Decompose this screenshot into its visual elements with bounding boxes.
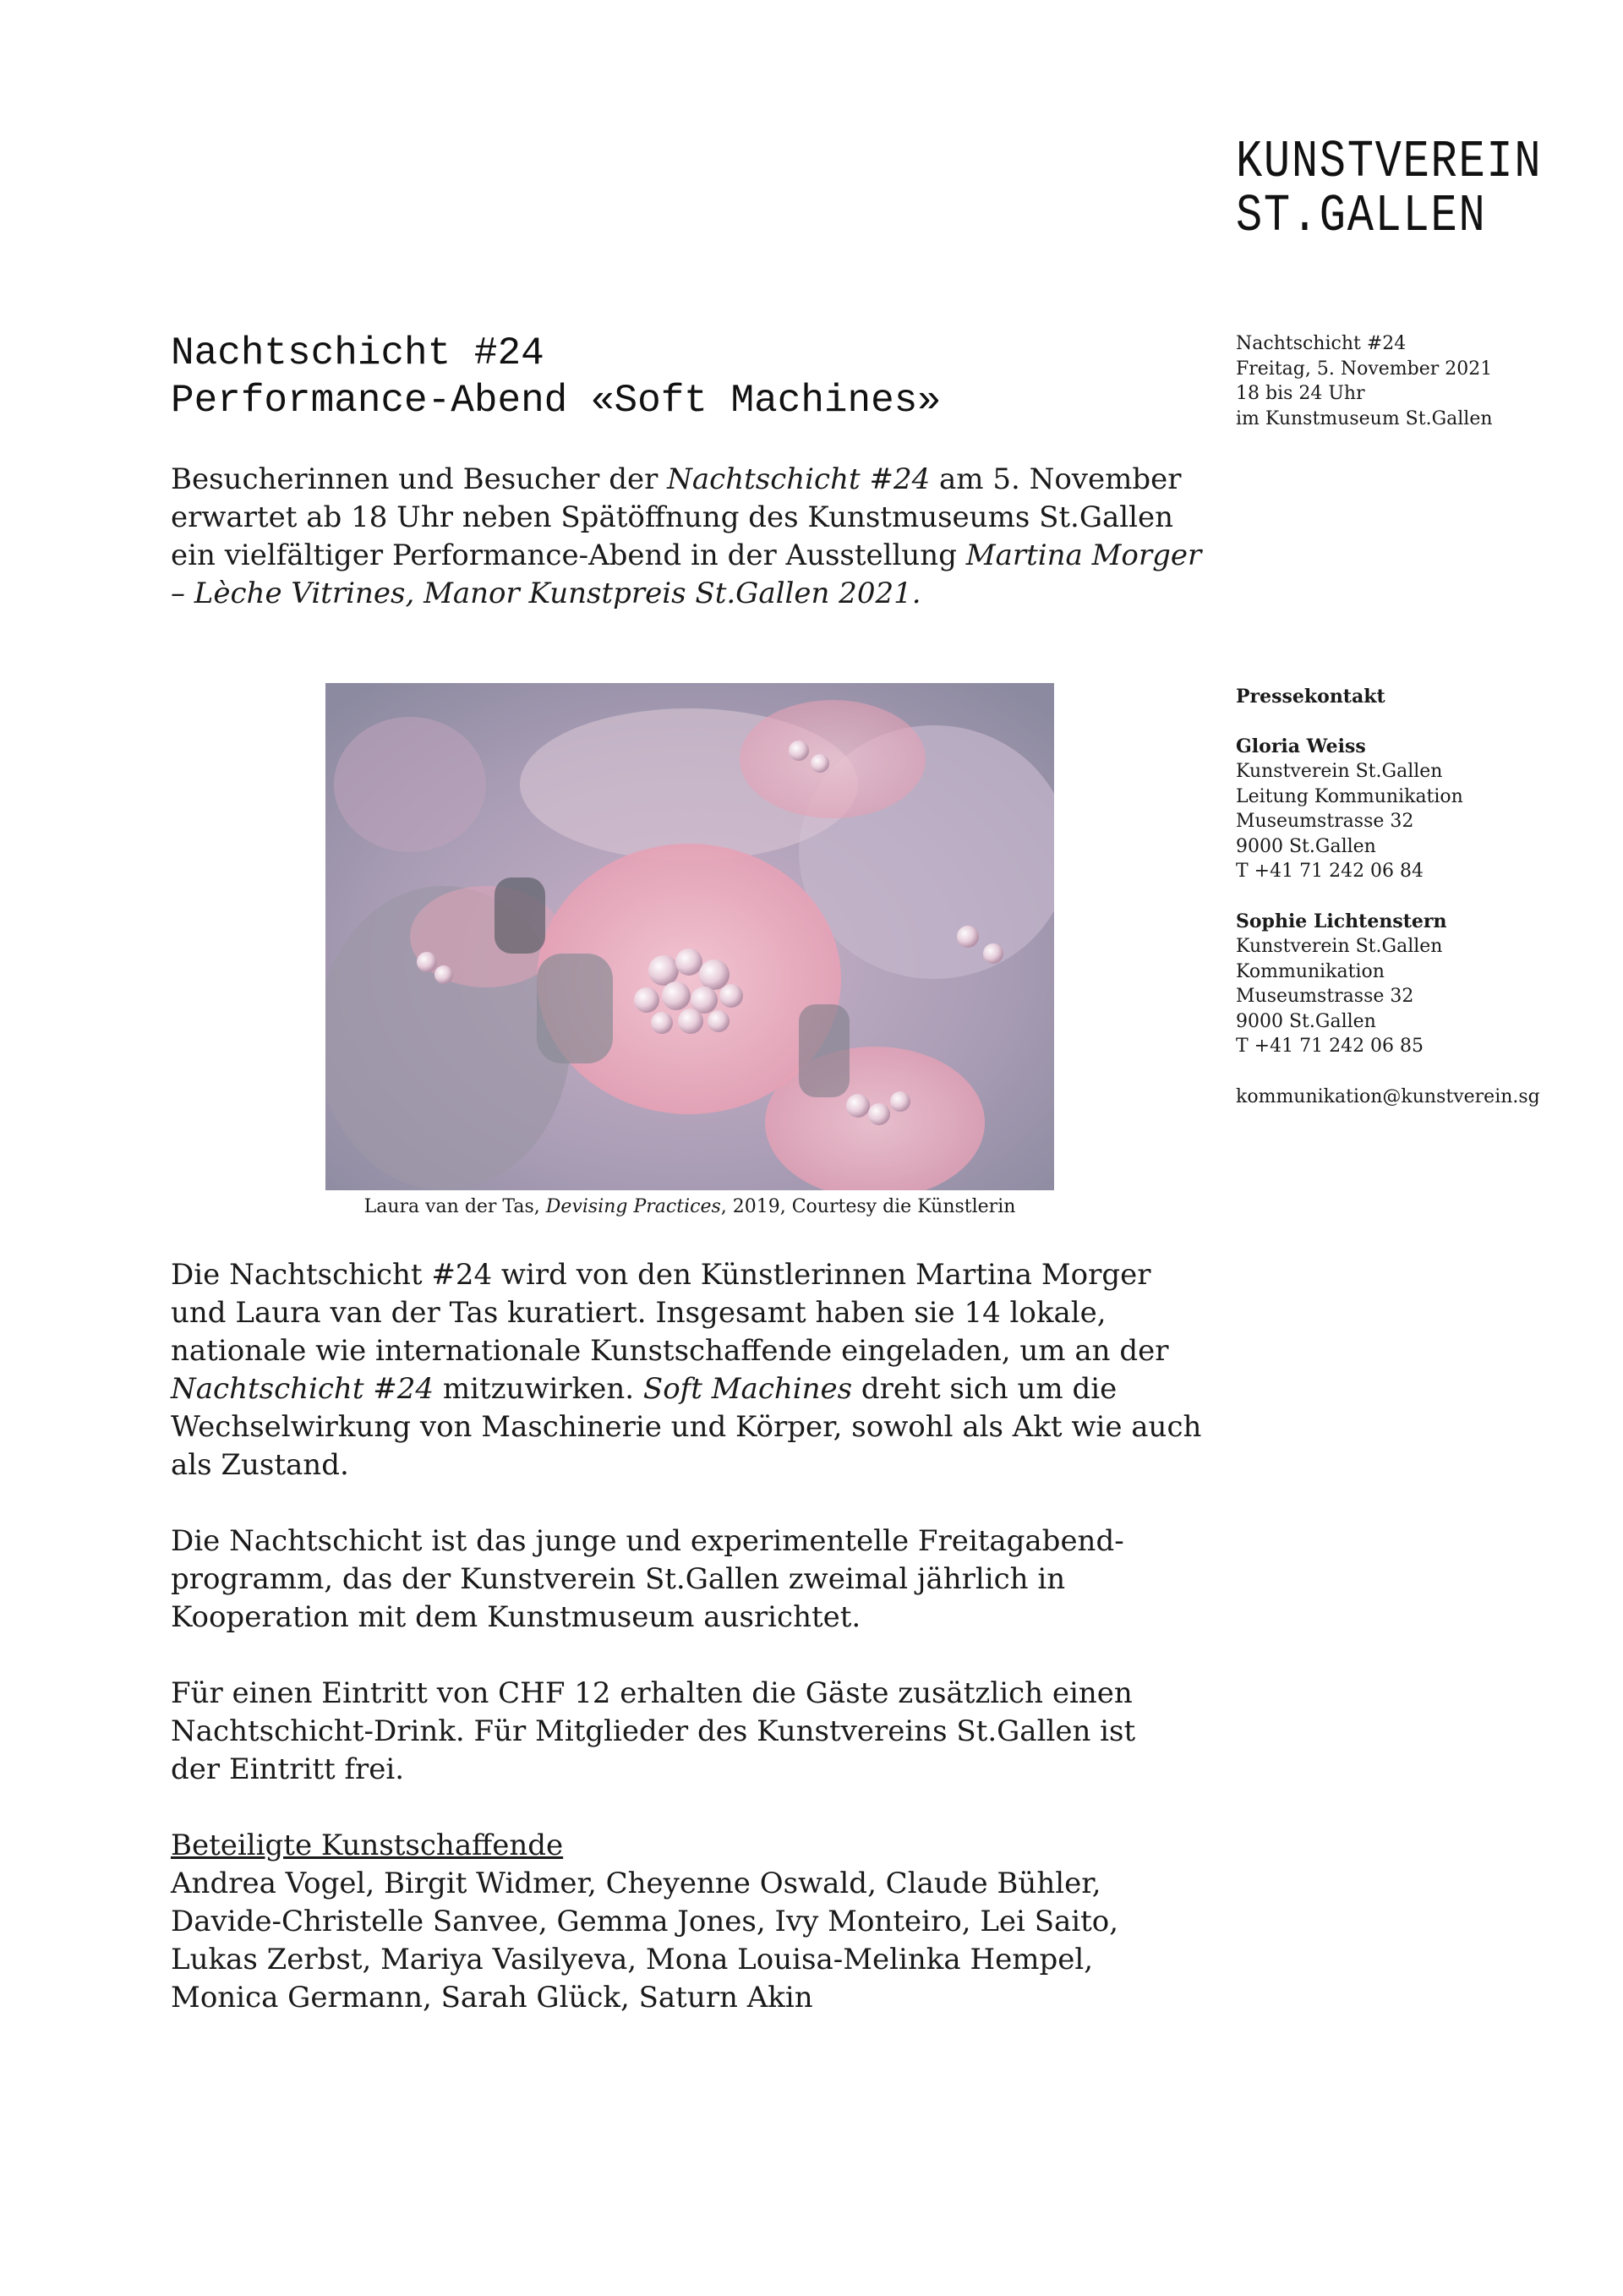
artists-heading: Beteiligte Kunstschaffende: [171, 1829, 564, 1862]
contact-street: Museumstrasse 32: [1236, 986, 1414, 1007]
text-span-italic: Nachtschicht #24: [667, 462, 931, 496]
main-text: [171, 1256, 1236, 2055]
paragraph-artists: [171, 1827, 1236, 2017]
text-line: Die Nachtschicht ist das junge und experimentelle Freitagabend-: [171, 1524, 1124, 1558]
text-line: Lukas Zerbst, Mariya Vasilyeva, Mona Louisa-Melinka Hempel,: [171, 1943, 1094, 1976]
intro-line: [171, 537, 1236, 575]
paragraph-program: [171, 1522, 1236, 1637]
text-line: [171, 1370, 1236, 1408]
title-line-2: Performance-Abend «Soft Machines»: [171, 379, 941, 423]
text-span-italic: Nachtschicht #24: [171, 1372, 434, 1406]
contact-city: 9000 St.Gallen: [1236, 835, 1376, 857]
text-span: mitzuwirken.: [434, 1372, 643, 1406]
logo-line-1: KUNSTVEREIN: [1236, 132, 1543, 192]
text-line: Monica Germann, Sarah Glück, Saturn Akin: [171, 1981, 813, 2014]
caption-text: Laura van der Tas,: [363, 1196, 546, 1217]
text-span: am 5. November: [930, 462, 1182, 496]
contact-role: Kommunikation: [1236, 960, 1385, 982]
text-line: der Eintritt frei.: [171, 1752, 405, 1786]
text-line: Wechselwirkung von Maschinerie und Körper, sowohl als Akt wie auch: [171, 1410, 1202, 1444]
artwork-image: [325, 683, 1054, 1190]
text-line: Die Nachtschicht #24 wird von den Künstlerinnen Martina Morger: [171, 1258, 1151, 1292]
text-line: Andrea Vogel, Birgit Widmer, Cheyenne Oswald, Claude Bühler,: [171, 1867, 1101, 1900]
paragraph-admission: [171, 1675, 1236, 1789]
caption-title: Devising Practices: [545, 1196, 721, 1217]
contact-org: Kunstverein St.Gallen: [1236, 761, 1443, 782]
page-title: [171, 330, 1185, 424]
contact-org: Kunstverein St.Gallen: [1236, 936, 1443, 957]
contact-card: [1236, 735, 1591, 884]
text-span-italic: – Lèche Vitrines, Manor Kunstpreis St.Gallen 2021.: [171, 577, 921, 610]
text-span-italic: Soft Machines: [642, 1372, 853, 1406]
text-line: programm, das der Kunstverein St.Gallen zweimal jährlich in: [171, 1562, 1066, 1596]
intro-line: [171, 461, 1236, 499]
image-caption: [325, 1194, 1054, 1220]
contact-name: Sophie Lichtenstern: [1236, 910, 1447, 932]
contact-name: Gloria Weiss: [1236, 735, 1366, 757]
logo-line-2: ST.GALLEN: [1236, 186, 1487, 246]
text-span-italic: Martina Morger: [965, 538, 1202, 572]
title-line-1: Nachtschicht #24: [171, 331, 544, 375]
text-line: Nachtschicht-Drink. Für Mitglieder des Kunstvereins St.Gallen ist: [171, 1714, 1136, 1748]
event-info-line: Nachtschicht #24: [1236, 333, 1407, 354]
contact-role: Leitung Kommunikation: [1236, 785, 1463, 807]
text-line: Davide-Christelle Sanvee, Gemma Jones, Ivy Monteiro, Lei Saito,: [171, 1905, 1119, 1938]
paragraph-curators: [171, 1256, 1236, 1484]
text-line: nationale wie internationale Kunstschaffende eingeladen, um an der: [171, 1334, 1169, 1368]
text-line: und Laura van der Tas kuratiert. Insgesamt haben sie 14 lokale,: [171, 1296, 1107, 1330]
event-info-line: Freitag, 5. November 2021: [1236, 358, 1493, 380]
contact-city: 9000 St.Gallen: [1236, 1010, 1376, 1032]
text-line: Kooperation mit dem Kunstmuseum ausrichtet.: [171, 1600, 861, 1634]
artwork-photo-illustration: [325, 683, 1054, 1190]
text-line: Für einen Eintritt von CHF 12 erhalten die Gäste zusätzlich einen: [171, 1676, 1133, 1710]
kunstverein-logo: [1236, 132, 1543, 246]
contact-phone[interactable]: T +41 71 242 06 84: [1236, 861, 1424, 882]
text-span: Besucherinnen und Besucher der: [171, 462, 668, 496]
contact-email-link[interactable]: kommunikation@kunstverein.sg: [1236, 1085, 1540, 1107]
intro-line: erwartet ab 18 Uhr neben Spätöffnung des Kunstmuseums St.Gallen: [171, 500, 1174, 534]
contact-phone[interactable]: T +41 71 242 06 85: [1236, 1036, 1424, 1057]
text-line: als Zustand.: [171, 1448, 349, 1482]
event-info-line: im Kunstmuseum St.Gallen: [1236, 407, 1493, 429]
caption-text: , 2019, Courtesy die Künstlerin: [720, 1196, 1016, 1217]
event-info-line: 18 bis 24 Uhr: [1236, 383, 1365, 404]
contact-street: Museumstrasse 32: [1236, 811, 1414, 832]
press-contact: [1236, 685, 1591, 1109]
text-span: ein vielfältiger Performance-Abend in der Ausstellung: [171, 538, 966, 572]
event-info: [1236, 331, 1591, 431]
press-heading: Pressekontakt: [1236, 686, 1385, 708]
text-span: dreht sich um die: [852, 1372, 1118, 1406]
contact-card: [1236, 910, 1591, 1059]
intro-line: [171, 575, 1236, 613]
intro-paragraph: [171, 461, 1236, 613]
